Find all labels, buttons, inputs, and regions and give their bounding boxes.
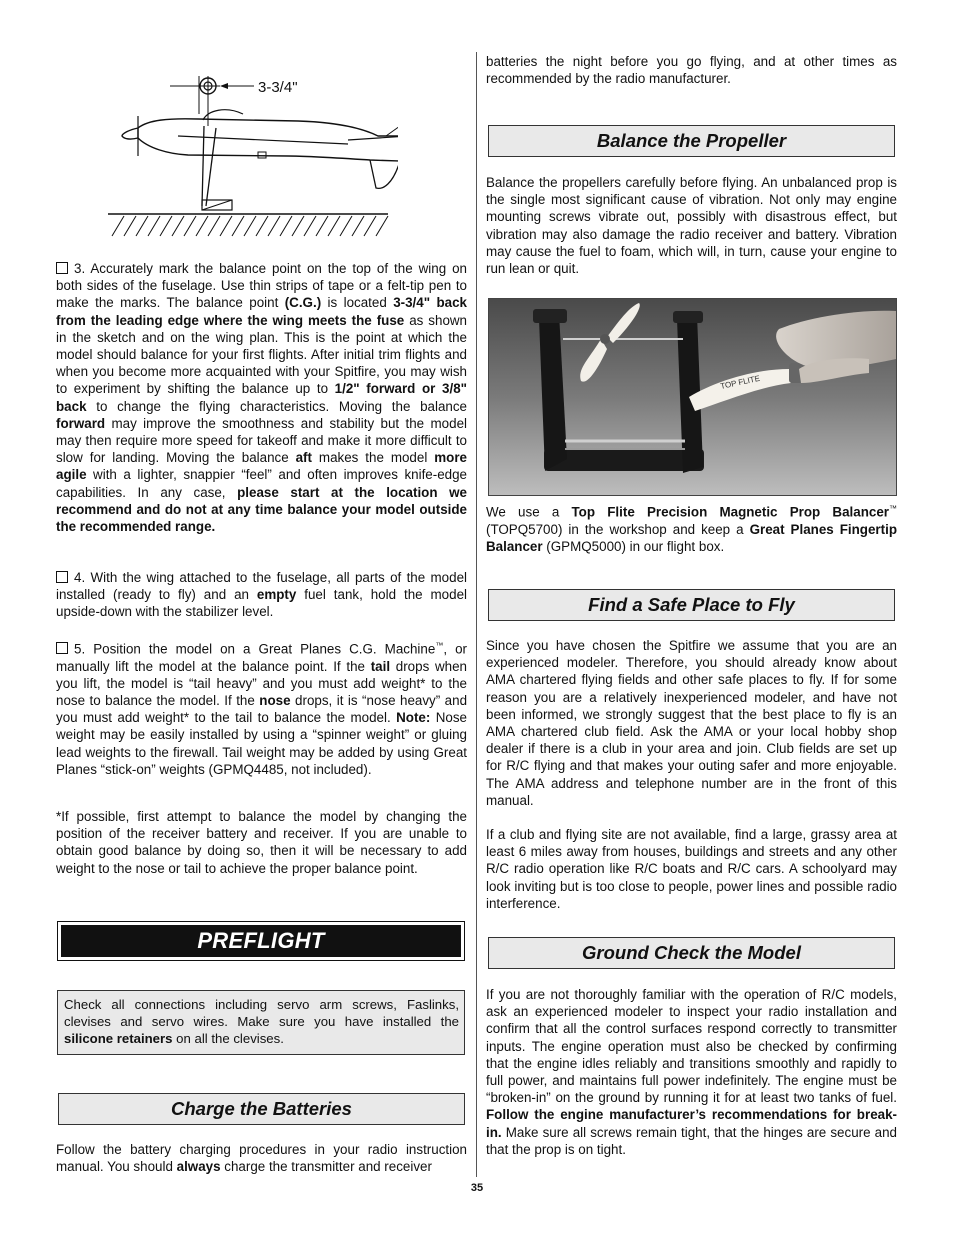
heading-safe-place: Find a Safe Place to Fly <box>488 589 895 621</box>
charge-batteries-paragraph: Follow the battery charging procedures in your radio instruction manual. You should always charge the transmitter and receiver <box>56 1142 467 1175</box>
preflight-check-text: Check all connections including servo arm screws, Faslinks, clevises and servo wires. Make sure you have installed the silicone retainers on all the clevises. <box>64 997 459 1047</box>
page-number: 35 <box>470 1182 484 1194</box>
safe-place-paragraph-2: If a club and flying site are not available, find a large, grassy area at least 6 miles away from houses, buildings and streets and any other R/C radio operation like R/C boats and R/C cars. A schoolyard may look inviting but is too close to people, power lines and possible radio interference. <box>486 827 897 911</box>
safe-place-paragraph-1: Since you have chosen the Spitfire we assume that you are an experienced modeler. Therefore, you should already know about AMA chartered flying fields and other safe places to fly. If for some reason you are a relatively inexperienced modeler, and have not been informed, we strongly suggest that the best place to fly is an AMA chartered club field. Ask the AMA or your local hobby shop dealer if there is a club in your area and join. Club fields are set up for R/C flying and that makes your outing safer and more enjoyable. The AMA address and telephone number are in the front of this manual. <box>486 638 897 808</box>
svg-text:TOP FLITE: TOP FLITE <box>719 373 761 391</box>
preflight-title: PREFLIGHT <box>61 925 461 957</box>
dimension-label: 3-3/4" <box>258 79 298 96</box>
heading-charge-batteries: Charge the Batteries <box>58 1093 465 1125</box>
preflight-check-box <box>57 990 465 1055</box>
column-divider <box>476 52 477 1177</box>
ground-check-paragraph: If you are not thoroughly familiar with the operation of R/C models, ask an experienced modeler to inspect your radio installation and confirm that all the control surfaces respond correctly to transmitter inputs. The engine operation must also be checked by confirming that the engine idles reliably and transitions smoothly and rapidly to full power, and maintains full power indefinitely. The engine must be “broken-in” on the ground by running it for at least two tanks of fuel. Follow the engine manufacturer’s recommendations for break-in. Make sure all screws remain tight, that the hinges are secure and that the prop is on tight. <box>486 987 897 1157</box>
balancer-caption: We use a Top Flite Precision Magnetic Prop Balancer™ (TOPQ5700) in the workshop and keep a Great Planes Fingertip Balancer (GPMQ5000) in our flight box. <box>486 504 898 554</box>
prop-balancer-photo <box>488 298 897 496</box>
checkbox-icon[interactable] <box>56 642 68 654</box>
charge-batteries-continued: batteries the night before you go flying, and at other times as recommended by the radio manufacturer. <box>486 54 897 87</box>
balance-propeller-paragraph: Balance the propellers carefully before flying. An unbalanced prop is the single most significant cause of vibration. Not only may engine mounting screws vibrate out, possibly with disastrous effect, but vibration may also damage the radio receiver and battery. Vibration may cause the fuel to foam, which will, in turn, cause your engine to run lean or quit. <box>486 175 897 277</box>
footnote-paragraph: *If possible, first attempt to balance the model by changing the position of the receiver battery and receiver. If you are unable to obtain good balance by doing so, then it will be necessary to add weight to the nose or tail to achieve the proper balance point. <box>56 809 467 876</box>
preflight-banner <box>57 921 465 961</box>
step-4-paragraph: 4. With the wing attached to the fuselage, all parts of the model installed (ready to fly) and an empty fuel tank, hold the model upside-down with the stabilizer level. <box>56 570 467 620</box>
step-5-paragraph: 5. Position the model on a Great Planes C.G. Machine™, or manually lift the model at the balance point. If the tail drops when you lift, the model is “tail heavy” and you must add weight* to the nose to balance the model. If the nose drops, it is “nose heavy” and you must add weight* to the tail to balance the model. Note: Nose weight may be easily installed by using a “spinner weight” or gluing lead weights to the firewall. Tail weight may be added by using Great Planes “stick-on” weights (GPMQ4485, not included). <box>56 641 468 777</box>
heading-ground-check: Ground Check the Model <box>488 937 895 969</box>
step-3-paragraph: 3. Accurately mark the balance point on the top of the wing on both sides of the fuselage. Use thin strips of tape or a felt-tip pen to make the marks. The balance point (C.G.) is located 3-3/4" back from the leading edge where the wing meets the fuse as shown in the sketch and on the wing plan. This is the point at which the model should balance for your first flights. After initial trim flights and when you become more acquainted with your Spitfire, you may wish to experiment by shifting the balance up to 1/2" forward or 3/8" back to change the flying characteristics. Moving the balance forward may improve the smoothness and stability but the model may then require more speed for takeoff and make it more difficult to slow for landing. Moving the balance aft makes the model more agile with a lighter, snappier “feel” and often improves knife-edge capabilities. In any case, please start at the location we recommend and do not at any time balance your model outside the recommended range. <box>56 261 468 535</box>
checkbox-icon[interactable] <box>56 571 68 583</box>
checkbox-icon[interactable] <box>56 262 68 274</box>
balance-point-sketch <box>108 66 398 246</box>
heading-balance-propeller: Balance the Propeller <box>488 125 895 157</box>
